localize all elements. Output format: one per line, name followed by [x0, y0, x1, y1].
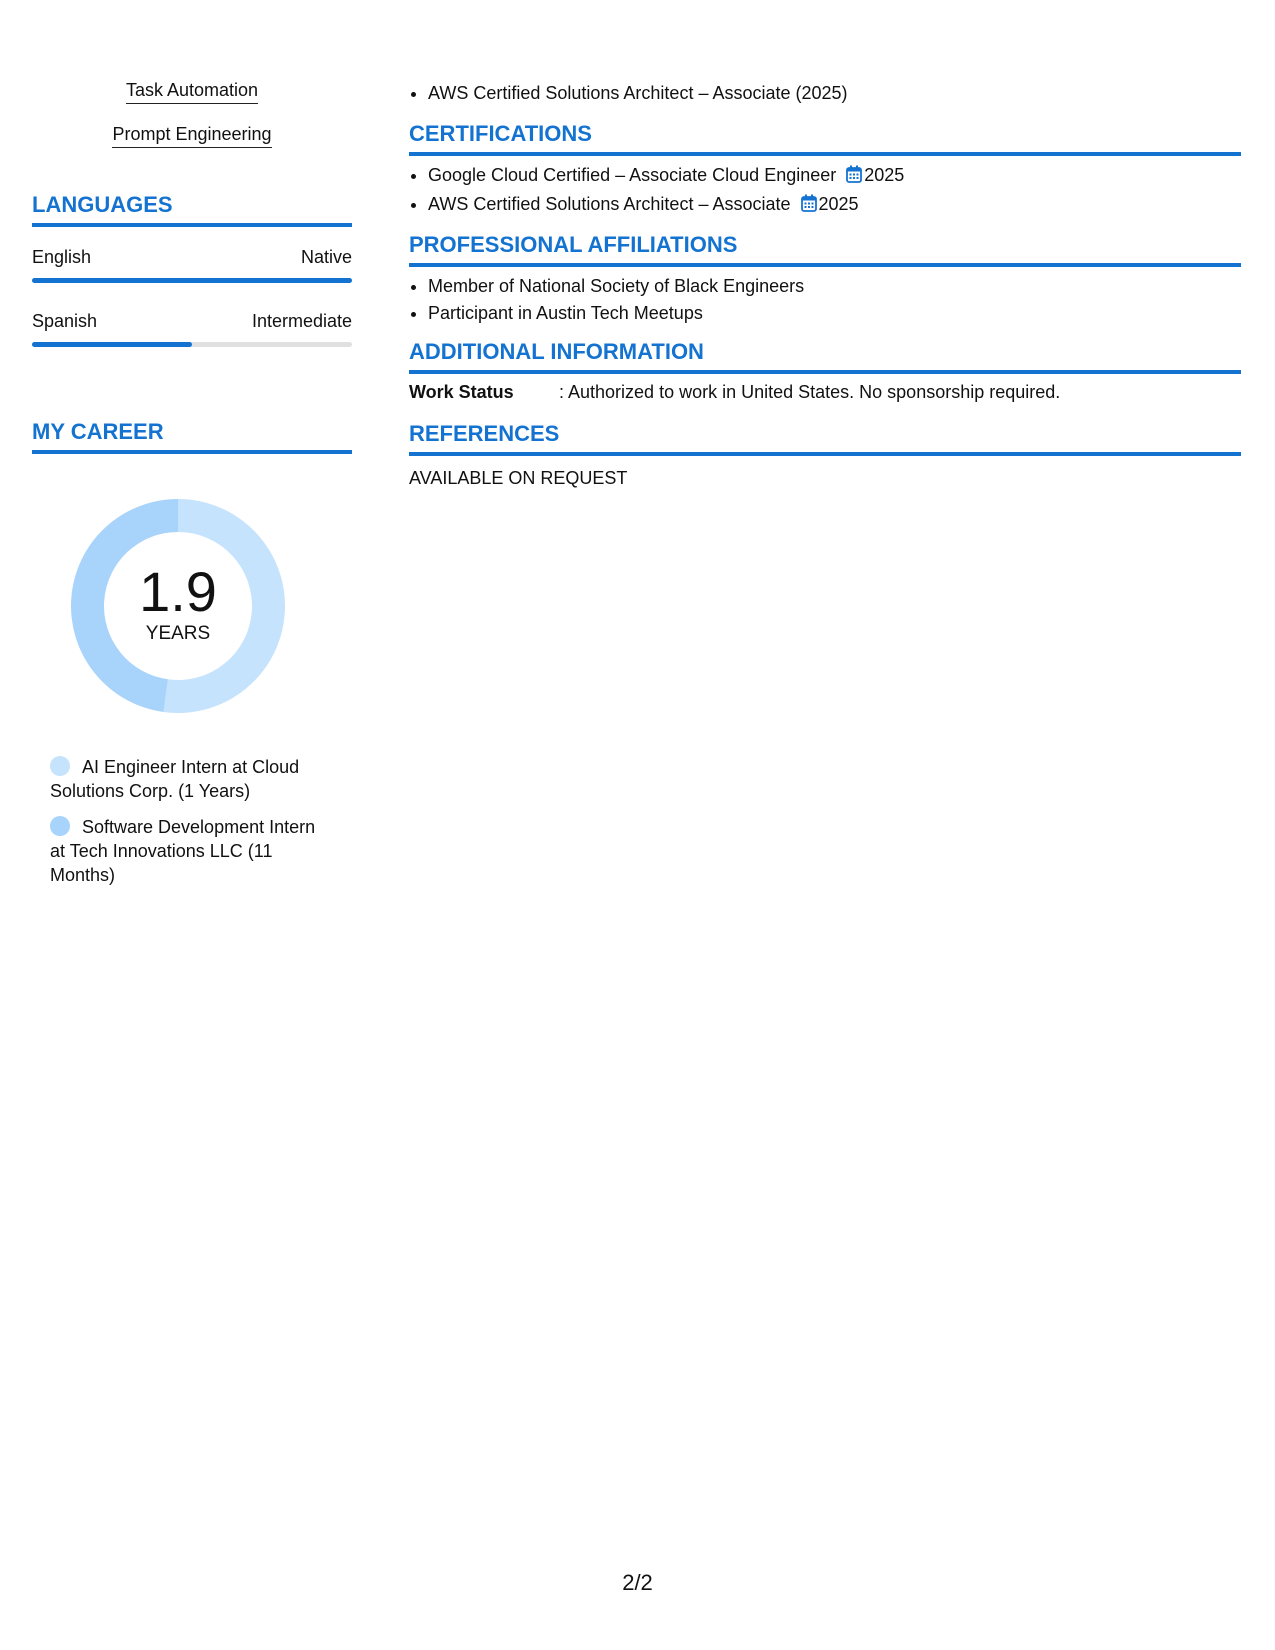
certifications-heading: CERTIFICATIONS: [409, 121, 1241, 156]
language-bar-fill: [32, 278, 352, 283]
certification-name: Google Cloud Certified – Associate Cloud Engineer: [428, 165, 837, 185]
career-total-value: 1.9: [139, 560, 217, 623]
career-legend: [50, 755, 320, 887]
top-bullet-list: [409, 80, 1241, 107]
language-name: English: [32, 247, 92, 267]
additional-info-heading: ADDITIONAL INFORMATION: [409, 339, 1241, 374]
work-status-row: [409, 382, 1241, 403]
affiliations-heading: PROFESSIONAL AFFILIATIONS: [409, 232, 1241, 267]
references-text: AVAILABLE ON REQUEST: [409, 468, 628, 488]
language-bar: [32, 278, 352, 283]
legend-dot: [50, 756, 70, 776]
career-donut: [65, 493, 291, 719]
legend-item: [50, 815, 320, 887]
certifications-list: [409, 162, 1241, 220]
left-column: [32, 80, 352, 899]
skill-label: Prompt Engineering: [112, 124, 271, 148]
page-number: 2/2: [622, 1570, 653, 1595]
certification-year: 2025: [818, 194, 859, 214]
language-name: Spanish: [32, 311, 98, 331]
language-spanish: [32, 311, 352, 347]
legend-label: AI Engineer Intern at Cloud Solutions Corp. (1 Years): [50, 757, 300, 801]
language-bar: [32, 342, 352, 347]
work-status-label: Work Status: [409, 382, 514, 402]
work-status-value: : Authorized to work in United States. No sponsorship required.: [559, 382, 1061, 402]
certification-year: 2025: [864, 165, 905, 185]
calendar-icon: [846, 164, 862, 191]
legend-item: [50, 755, 320, 803]
right-column: [409, 80, 1241, 489]
language-english: [32, 247, 352, 283]
language-level: Intermediate: [251, 311, 352, 331]
languages-heading: LANGUAGES: [32, 192, 352, 227]
affiliation-item: • Participant in Austin Tech Meetups: [428, 300, 1241, 327]
certification-name: AWS Certified Solutions Architect – Associate: [428, 194, 791, 214]
list-item: • AWS Certified Solutions Architect – Associate (2025): [428, 80, 1241, 107]
legend-dot: [50, 816, 70, 836]
affiliation-item: • Member of National Society of Black Engineers: [428, 273, 1241, 300]
skill-item: [32, 124, 352, 150]
language-bar-fill: [32, 342, 192, 347]
certification-item: [428, 191, 1241, 220]
career-heading: MY CAREER: [32, 419, 352, 454]
career-total-unit: YEARS: [145, 623, 211, 644]
affiliations-list: [409, 273, 1241, 327]
skill-label: Task Automation: [126, 80, 258, 104]
language-level: Native: [300, 247, 352, 267]
calendar-icon: [801, 193, 817, 220]
skill-item: [32, 80, 352, 106]
legend-label: Software Development Intern at Tech Innovations LLC (11 Months): [50, 817, 316, 885]
references-heading: REFERENCES: [409, 421, 1241, 456]
certification-item: [428, 162, 1241, 191]
